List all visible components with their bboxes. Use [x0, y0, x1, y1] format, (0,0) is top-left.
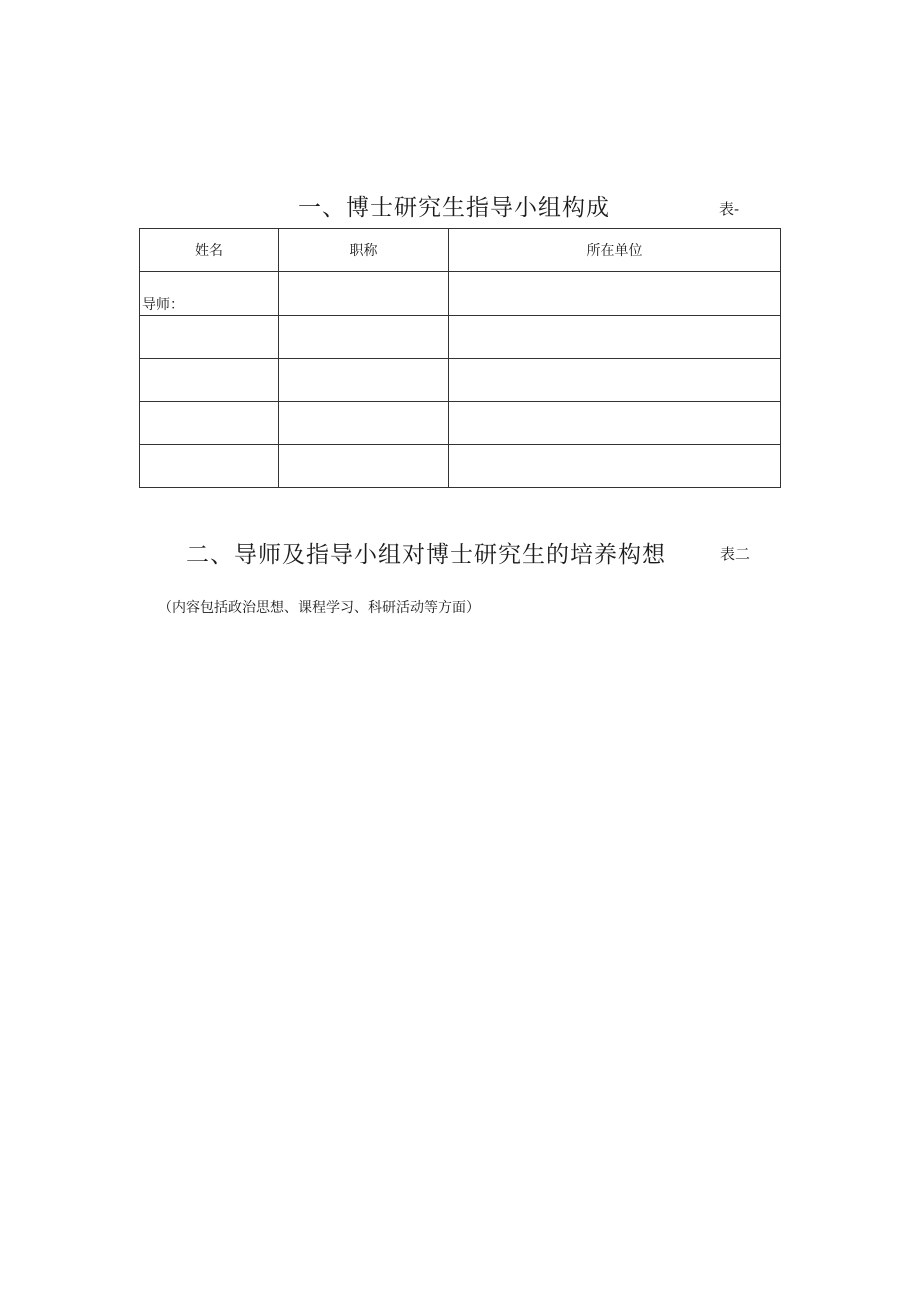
section1-title: 一、博士研究生指导小组构成 — [298, 195, 610, 221]
table-row — [140, 316, 781, 359]
table-row — [140, 272, 781, 316]
table-cell[interactable] — [449, 445, 781, 488]
header-title: 职称 — [279, 229, 449, 272]
section2-note: （内容包括政治思想、课程学习、科研活动等方面） — [158, 600, 480, 616]
section1-table-tag: 表- — [719, 200, 740, 218]
section2-title: 二、导师及指导小组对博士研究生的培养构想 — [186, 542, 666, 568]
table-cell[interactable] — [279, 316, 449, 359]
advisor-group-table — [139, 228, 781, 488]
table-cell[interactable] — [449, 272, 781, 316]
table-cell[interactable] — [279, 272, 449, 316]
mentor-label-cell[interactable]: 导师： — [140, 272, 279, 316]
table-row — [140, 445, 781, 488]
table-header-row — [140, 229, 781, 272]
table-cell[interactable] — [140, 316, 279, 359]
table-cell[interactable] — [449, 402, 781, 445]
table-cell[interactable] — [279, 445, 449, 488]
table-cell[interactable] — [449, 316, 781, 359]
header-name: 姓名 — [140, 229, 279, 272]
table-row — [140, 359, 781, 402]
table-cell[interactable] — [140, 402, 279, 445]
table-cell[interactable] — [140, 359, 279, 402]
table-cell[interactable] — [140, 445, 279, 488]
table-cell[interactable] — [449, 359, 781, 402]
header-affiliation: 所在单位 — [449, 229, 781, 272]
table-cell[interactable] — [279, 402, 449, 445]
table-cell[interactable] — [279, 359, 449, 402]
table-row — [140, 402, 781, 445]
section2-table-tag: 表二 — [720, 545, 751, 563]
